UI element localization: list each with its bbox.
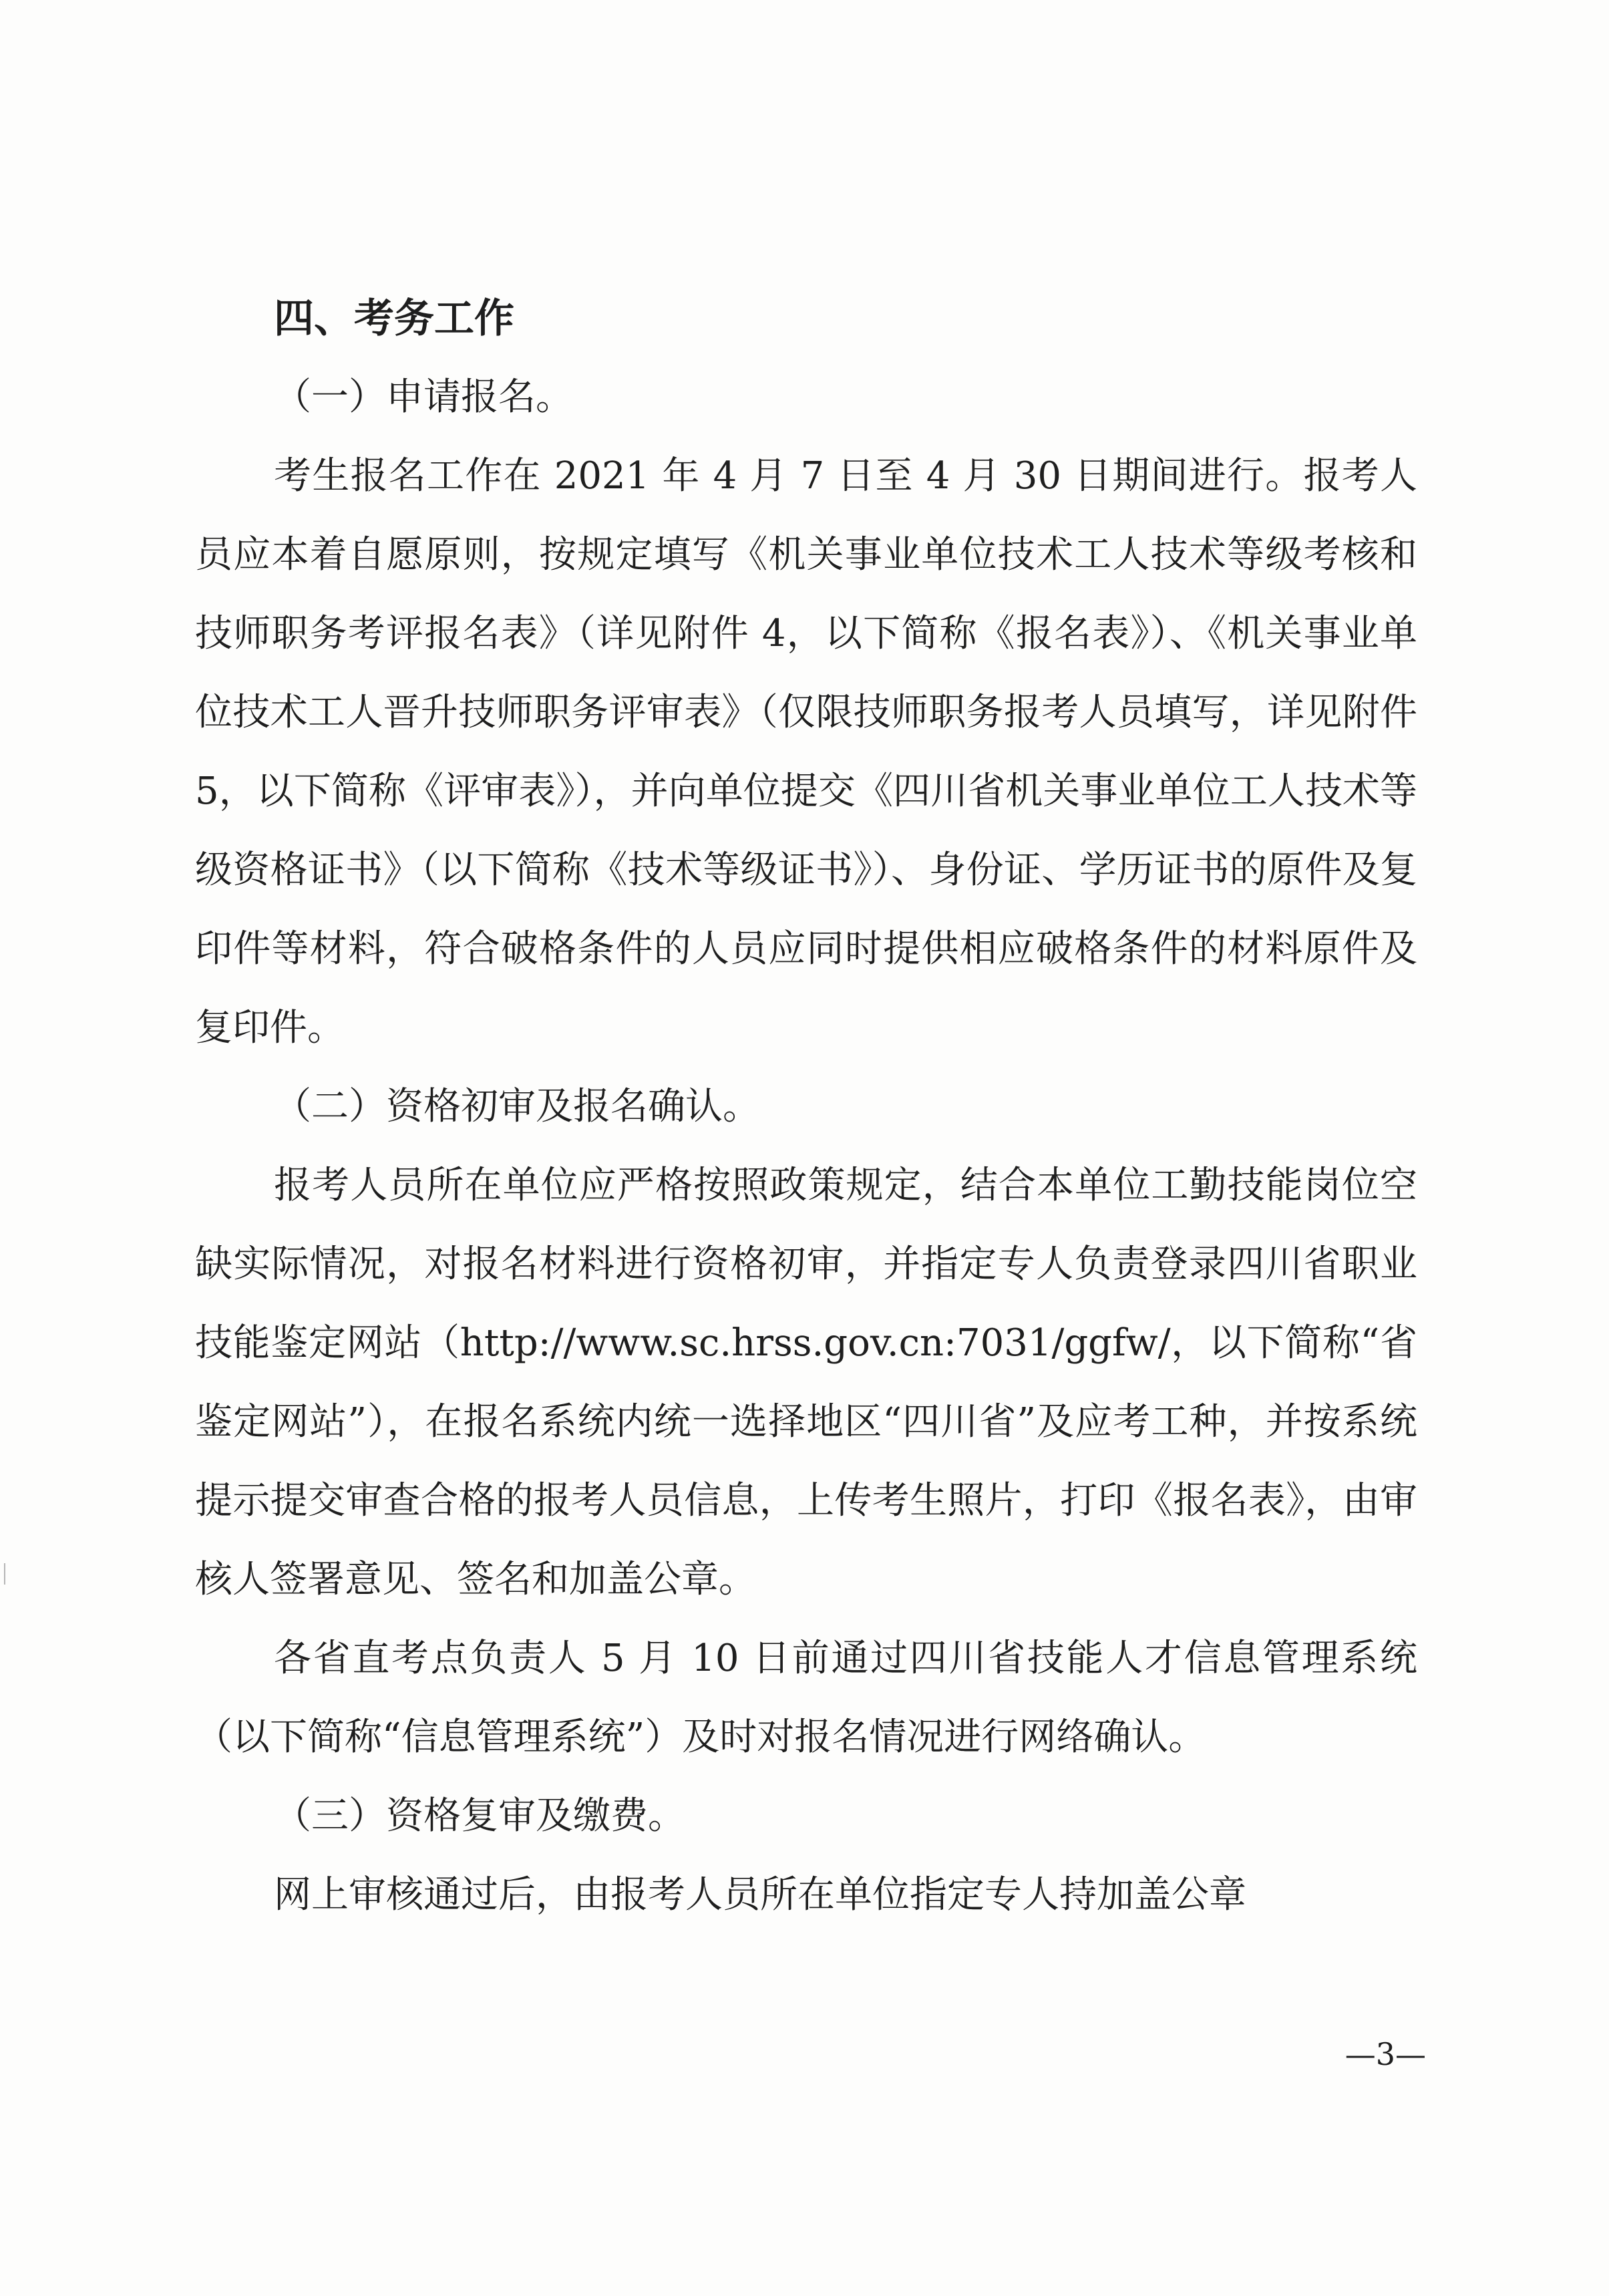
subsection-1-title: （一）申请报名。: [274, 375, 573, 419]
subsection-3-title: （三）资格复审及缴费。: [274, 1794, 685, 1838]
page-number: —3—: [1345, 2036, 1426, 2072]
section-heading: 四、考务工作: [274, 295, 514, 342]
subsection-3-paragraph: 网上审核通过后，由报考人员所在单位指定专人持加盖公章: [274, 1873, 1246, 1917]
subsection-2-title: （二）资格初审及报名确认。: [274, 1085, 760, 1128]
scan-edge-mark: [4, 1563, 5, 1585]
subsection-1-paragraph: 考生报名工作在 2021 年 4 月 7 日至 4 月 30 日期间进行。报考人员应本着自愿原则，按规定填写《机关事业单位技术工人技术等级考核和技师职务考评报名表》（详见附件 4，以下简称《报名表》）、《机关事业单位技术工人晋升技师职务评审表》（仅限技师职务报考人员填写，详见附件 5，以下简称《评审表》），并向单位提交《四川省机关事业单位工人技术等级资格证书》（以下简称《技术等级证书》）、身份证、学历证书的原件及复印件等材料，符合破格条件的人员应同时提供相应破格条件的材料原件及复印件。: [195, 454, 1417, 1049]
subsection-2-paragraph-2: 各省直考点负责人 5 月 10 日前通过四川省技能人才信息管理系统（以下简称“信息管理系统”）及时对报名情况进行网络确认。: [195, 1637, 1417, 1759]
document-body: [195, 279, 1417, 1935]
subsection-2-paragraph-1: 报考人员所在单位应严格按照政策规定，结合本单位工勤技能岗位空缺实际情况，对报名材料进行资格初审，并指定专人负责登录四川省职业技能鉴定网站（http://www.sc.hrss.gov.cn:7031/ggfw/，以下简称“省鉴定网站”），在报名系统内统一选择地区“四川省”及应考工种，并按系统提示提交审查合格的报考人员信息，上传考生照片，打印《报名表》，由审核人签署意见、签名和加盖公章。: [195, 1164, 1417, 1601]
